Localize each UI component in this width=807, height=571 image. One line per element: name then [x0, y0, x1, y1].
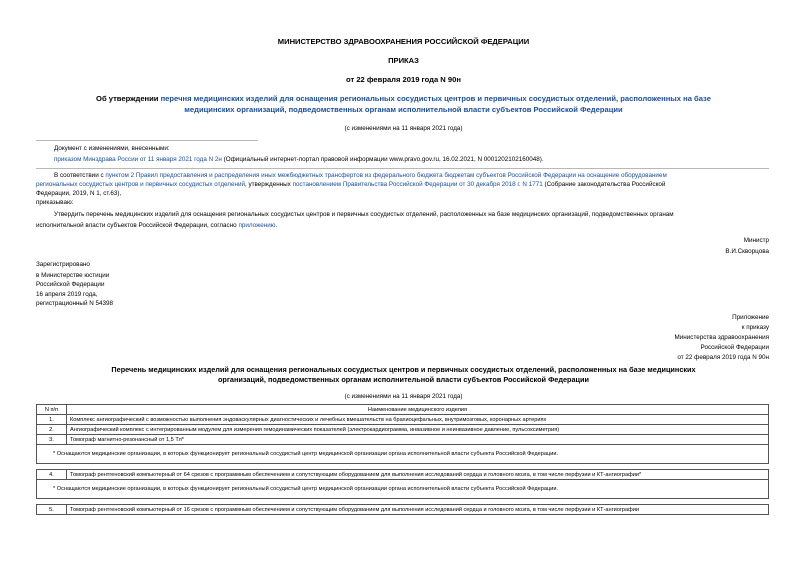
row-device-name: Комплекс ангиографический с возможностью выполнения эндоваскулярных диагностических и лечебных вмешательств на брахиоцефальных, внутримозговых, коронарных артериях [67, 415, 769, 425]
appendix-line: Российской Федерации [700, 344, 769, 351]
row-number: 1. [37, 415, 67, 425]
body-paragraph-2-line-2 [36, 221, 277, 230]
row-device-name: Томограф рентгеновский компьютерный от 16 срезов с программным обеспечением и сопутствующим оборудованием для выполнения исследований сердца и головного мозга, в том числе перфузии и КТ-ангиографии [67, 505, 769, 515]
table-row [37, 470, 769, 480]
amendments-source: (Официальный интернет-портал правовой информации www.pravo.gov.ru, 16.02.2021, N 0001202102160048). [221, 156, 544, 163]
col-header-num: N п/п [37, 405, 67, 415]
registration-line: Зарегистрировано [36, 261, 90, 268]
doc-title-line-2 [0, 105, 807, 114]
body-paragraph-1-line-1 [54, 171, 667, 180]
registration-line: Российской Федерации [36, 281, 105, 288]
table-row [37, 415, 769, 425]
row-number: 5. [37, 505, 67, 515]
registration-line: регистрационный N 54398 [36, 300, 114, 307]
body-paragraph-2-line-1: Утвердить перечень медицинских изделий для оснащения региональных сосудистых центров и первичных сосудистых отделений, расположенных на базе медицинских организаций, подведомственных органам [54, 211, 674, 218]
amendments-line [54, 155, 544, 164]
decree-link[interactable]: постановлением Правительства Российской Федерации от 30 декабря 2018 г. N 1771 [292, 181, 543, 188]
row-number: 3. [37, 435, 67, 445]
table-row [37, 435, 769, 445]
table-row [37, 425, 769, 435]
table-footnote-row [37, 445, 769, 464]
divider [36, 140, 258, 141]
devices-table [36, 404, 769, 515]
registration-line: 16 апреля 2019 года, [36, 291, 98, 298]
orders-text: приказываю: [36, 199, 74, 206]
table-row [37, 505, 769, 515]
amendments-link[interactable]: приказом Минздрава России от 11 января 2021 года N 2н [54, 156, 222, 163]
appendix-line: Министерства здравоохранения [674, 334, 769, 341]
row-device-name: Ангиографический комплекс с интегрированным модулем для измерения гемодинамических показателей (электрокардиограмма, инвазивное и неинвазивное давление, пульсоксиметрия) [67, 425, 769, 435]
body-paragraph-1-line-2 [36, 180, 665, 189]
appendix-changes-note: (с изменениями на 11 января 2021 года) [344, 393, 463, 400]
registration-line: в Министерстве юстиции [36, 272, 110, 279]
signature-name: В.И.Скворцова [725, 248, 769, 255]
table-footnote: * Оснащаются медицинские организации, в которых функционирует региональный сосудистый центр медицинской организации органа исполнительной власти субъекта Российской Федерации. [37, 445, 769, 464]
doc-title-link-cont[interactable]: медицинских организаций, подведомственных органам исполнительной власти субъектов Российской Федерации [184, 105, 623, 114]
body-paragraph-1-line-3: Федерации, 2019, N 1, ст.63), [36, 190, 122, 197]
body-text: (Собрание законодательства Российской [542, 181, 666, 188]
body-text: , утвержденных [245, 181, 293, 188]
body-text: В соответствии с [54, 172, 106, 179]
ministry-heading: МИНИСТЕРСТВО ЗДРАВООХРАНЕНИЯ РОССИЙСКОЙ ФЕДЕРАЦИИ [277, 37, 530, 46]
doc-title-prefix: Об утверждении [96, 94, 161, 103]
appendix-link[interactable]: приложению [238, 222, 276, 229]
row-number: 2. [37, 425, 67, 435]
appendix-title-line-1: Перечень медицинских изделий для оснащения региональных сосудистых центров и первичных сосудистых отделений, расположенных на базе медицинских [111, 365, 696, 374]
divider [36, 168, 769, 169]
row-device-name: Томограф магнитно-резонансный от 1,5 Тл* [67, 435, 769, 445]
doc-date-number: от 22 февраля 2019 года N 90н [346, 75, 461, 84]
doc-title-link[interactable]: перечня медицинских изделий для оснащения региональных сосудистых центров и первичных сосудистых отделений, расположенных на базе [160, 94, 711, 103]
signature-position: Министр [743, 237, 769, 244]
table-footnote-row [37, 480, 769, 499]
amendments-label: Документ с изменениями, внесенными: [54, 145, 170, 152]
doc-title-line-1 [0, 94, 807, 103]
table-header-row [37, 405, 769, 415]
appendix-line: от 22 февраля 2019 года N 90н [677, 354, 769, 361]
appendix-line: к приказу [741, 324, 769, 331]
rules-link[interactable]: пунктом 2 Правил предоставления и распределения иных межбюджетных трансфертов из федерального бюджета бюджетам субъектов Российской Федерации на оснащение оборудованием [105, 172, 667, 179]
body-text: исполнительной власти субъектов Российской Федерации, согласно [36, 222, 239, 229]
body-text: . [275, 222, 278, 229]
col-header-name: Наименование медицинского изделия [67, 405, 769, 415]
appendix-title-line-2: организаций, подведомственных органам исполнительной власти субъектов Российской Федерации [217, 375, 590, 384]
changes-note: (с изменениями на 11 января 2021 года) [344, 125, 463, 132]
doc-type-heading: ПРИКАЗ [388, 56, 419, 65]
row-device-name: Томограф рентгеновский компьютерный от 64 срезов с программным обеспечением и сопутствующим оборудованием для выполнения исследований сердца и головного мозга, в том числе перфузии и КТ-ангиографии* [67, 470, 769, 480]
rules-link-cont[interactable]: региональных сосудистых центров и первичных сосудистых отделений [36, 181, 245, 188]
row-number: 4. [37, 470, 67, 480]
appendix-line: Приложение [732, 314, 769, 321]
table-footnote: * Оснащаются медицинские организации, в которых функционирует региональный сосудистый центр медицинской организации органа исполнительной власти субъекта Российской Федерации. [37, 480, 769, 499]
